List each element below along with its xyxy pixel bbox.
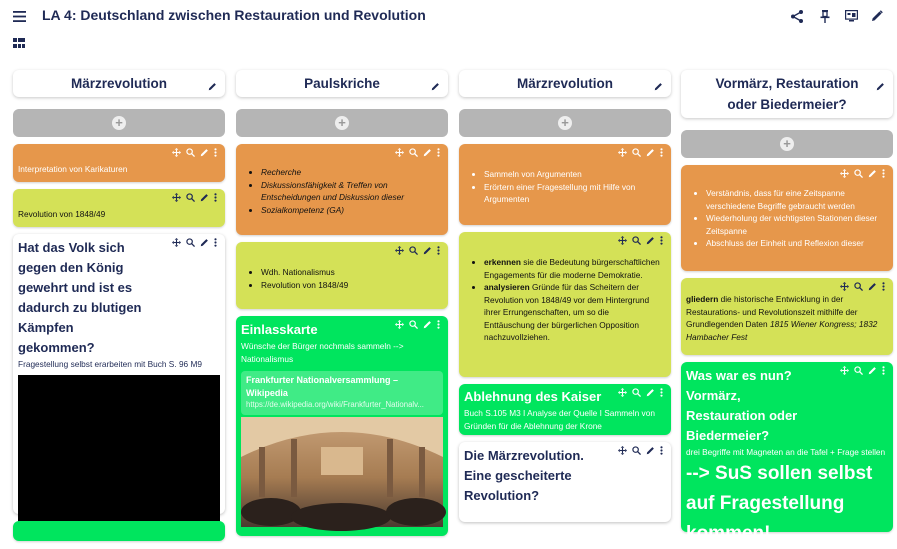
plus-icon: + [558, 116, 572, 130]
zoom-icon[interactable] [632, 148, 641, 157]
embedded-video[interactable] [18, 375, 220, 535]
pin-icon[interactable] [817, 8, 833, 24]
card[interactable] [13, 521, 225, 541]
card-tools [172, 193, 217, 202]
more-icon[interactable] [882, 366, 885, 375]
column-title: Märzrevolution [70, 76, 167, 91]
move-icon[interactable] [840, 366, 849, 375]
card-tools [395, 148, 440, 157]
card-tools [840, 169, 885, 178]
card-text-body: die historische Entwicklung in der Restaurations- und Revolutionszeit mithilfe der Grundlegenden Daten [686, 294, 858, 329]
list-item: • Abschluss der Einheit und Reflexion dieser [706, 237, 888, 250]
share-icon[interactable] [789, 8, 805, 24]
zoom-icon[interactable] [409, 246, 418, 255]
edit-icon[interactable] [868, 169, 877, 178]
card[interactable] [13, 144, 225, 182]
list-item-keyword: analysieren [484, 282, 530, 292]
link-title: Frankfurter Nationalversammlung – Wikipedia [246, 375, 399, 398]
move-icon[interactable] [395, 246, 404, 255]
menu-icon[interactable] [11, 8, 27, 24]
more-icon[interactable] [214, 148, 217, 157]
edit-column-icon[interactable] [654, 76, 663, 97]
list-item: • Sammeln von Argumenten [484, 168, 666, 181]
move-icon[interactable] [840, 282, 849, 291]
card[interactable] [459, 144, 671, 225]
more-icon[interactable] [882, 169, 885, 178]
card-text: drei Begriffe mit Magneten an die Tafel + Frage stellen [686, 447, 886, 457]
edit-icon[interactable] [423, 148, 432, 157]
card-list [686, 187, 888, 250]
more-icon[interactable] [660, 388, 663, 397]
zoom-icon[interactable] [854, 169, 863, 178]
edit-column-icon[interactable] [876, 76, 885, 97]
zoom-icon[interactable] [854, 282, 863, 291]
card-tools [618, 388, 663, 397]
column-header [236, 70, 448, 97]
card-tools [172, 238, 217, 247]
move-icon[interactable] [172, 238, 181, 247]
zoom-icon[interactable] [409, 320, 418, 329]
card-text: Interpretation von Karikaturen [18, 164, 128, 174]
card-keyword: gliedern [686, 294, 719, 304]
zoom-icon[interactable] [632, 446, 641, 455]
list-item [484, 256, 660, 281]
zoom-icon[interactable] [186, 193, 195, 202]
list-item [484, 281, 660, 344]
column-title: Märzrevolution [516, 76, 613, 91]
list-item: • Verständnis, dass für eine Zeitspanne verschiedene Begriffe gebraucht werden [706, 187, 888, 212]
column-2 [236, 70, 448, 525]
edit-icon[interactable] [646, 446, 655, 455]
move-icon[interactable] [172, 193, 181, 202]
edit-icon[interactable] [200, 193, 209, 202]
card-title: Einlasskarte [241, 322, 318, 337]
card-text: Buch S.105 M3 I Analyse der Quelle I Sammeln von Gründen für die Ablehnung der Krone [464, 408, 655, 431]
more-icon[interactable] [437, 246, 440, 255]
move-icon[interactable] [172, 148, 181, 157]
view-icon[interactable] [843, 8, 859, 24]
move-icon[interactable] [618, 236, 627, 245]
card[interactable] [13, 234, 225, 514]
card-tools [618, 446, 663, 455]
card-list [241, 266, 443, 291]
card[interactable] [13, 189, 225, 227]
pencil-icon[interactable] [869, 8, 885, 24]
card[interactable] [236, 316, 448, 536]
zoom-icon[interactable] [632, 388, 641, 397]
zoom-icon[interactable] [186, 238, 195, 247]
column-title: Paulskriche [304, 76, 380, 91]
link-url: https://de.wikipedia.org/wiki/Frankfurter_Nationalv... [246, 400, 424, 409]
add-card-button[interactable] [236, 109, 448, 137]
card-list [464, 256, 660, 344]
link-preview[interactable] [241, 371, 443, 415]
card[interactable] [236, 242, 448, 309]
card-text: Fragestellung selbst erarbeiten mit Buch S. 96 M9 [18, 359, 203, 369]
column-header [681, 70, 893, 118]
card[interactable] [459, 232, 671, 377]
card-title: Was war es nun? Vormärz, Restauration oder Biedermeier? [686, 368, 798, 443]
list-item-text: Gründe für das Scheitern der Revolution von 1848/49 vor dem Hintergrund ihrer Errungenschaften, um so die Enttäuschung der bürgerlichen Opposition nachzuvollziehen. [484, 282, 650, 342]
plus-icon: + [335, 116, 349, 130]
card-tools [172, 148, 217, 157]
more-icon[interactable] [660, 148, 663, 157]
card-highlight: --> SuS sollen selbst auf Fragestellung kommen! [686, 462, 873, 544]
more-icon[interactable] [660, 446, 663, 455]
edit-icon[interactable] [868, 366, 877, 375]
more-icon[interactable] [437, 320, 440, 329]
list-item: • Revolution von 1848/49 [261, 279, 443, 292]
move-icon[interactable] [395, 148, 404, 157]
zoom-icon[interactable] [186, 148, 195, 157]
card[interactable] [236, 144, 448, 235]
edit-icon[interactable] [646, 388, 655, 397]
card[interactable] [459, 442, 671, 522]
card[interactable] [681, 165, 893, 271]
add-card-button[interactable] [13, 109, 225, 137]
edit-column-icon[interactable] [431, 76, 440, 97]
more-icon[interactable] [214, 238, 217, 247]
zoom-icon[interactable] [409, 148, 418, 157]
card-tools [618, 148, 663, 157]
list-item: • Recherche [261, 166, 443, 179]
column-3 [459, 70, 671, 525]
card-text: Wünsche der Bürger nochmals sammeln --> Nationalismus [241, 341, 404, 364]
column-4 [681, 70, 893, 544]
card[interactable] [459, 384, 671, 435]
link-preview-image [241, 417, 443, 527]
edit-column-icon[interactable] [208, 76, 217, 97]
list-item: • Diskussionsfähigkeit & Treffen von Entscheidungen und Diskussion dieser [261, 179, 443, 204]
card-tools [395, 320, 440, 329]
zoom-icon[interactable] [632, 236, 641, 245]
layout-icon[interactable] [12, 36, 26, 50]
more-icon[interactable] [660, 236, 663, 245]
card-text-dates: 1815 Wiener Kongress; 1832 Hambacher Fest [686, 319, 878, 342]
card-text: Revolution von 1848/49 [18, 209, 106, 219]
card-tools [840, 282, 885, 291]
list-item: • Wiederholung der wichtigsten Stationen dieser Zeitspanne [706, 212, 888, 237]
move-icon[interactable] [618, 446, 627, 455]
list-item: • Wdh. Nationalismus [261, 266, 443, 279]
edit-icon[interactable] [200, 238, 209, 247]
edit-icon[interactable] [646, 236, 655, 245]
page-title: LA 4: Deutschland zwischen Restauration und Revolution [42, 7, 426, 23]
list-item-keyword: erkennen [484, 257, 521, 267]
card-title: Ablehnung des Kaiser [464, 389, 602, 404]
more-icon[interactable] [214, 193, 217, 202]
add-card-button[interactable] [681, 130, 893, 158]
move-icon[interactable] [840, 169, 849, 178]
edit-icon[interactable] [423, 320, 432, 329]
plus-icon: + [780, 137, 794, 151]
card-title: Die Märzrevolution. Eine gescheiterte Revolution? [464, 448, 584, 503]
column-header [459, 70, 671, 97]
edit-icon[interactable] [868, 282, 877, 291]
card[interactable] [681, 362, 893, 544]
column-1 [13, 70, 225, 525]
list-item: • Sozialkompetenz (GA) [261, 204, 443, 217]
more-icon[interactable] [882, 282, 885, 291]
card-tools [840, 366, 885, 375]
add-card-button[interactable] [459, 109, 671, 137]
more-icon[interactable] [437, 148, 440, 157]
card-tools [395, 246, 440, 255]
card-list [241, 166, 443, 216]
card-list [464, 168, 666, 206]
move-icon[interactable] [618, 148, 627, 157]
edit-icon[interactable] [423, 246, 432, 255]
top-bar [0, 0, 897, 60]
list-item: • Erörtern einer Fragestellung mit Hilfe von Argumenten [484, 181, 666, 206]
card-title: Hat das Volk sich gegen den König gewehrt und ist es dadurch zu blutigen Kämpfen gekommen? [18, 240, 142, 355]
card-text [686, 293, 888, 343]
card-tools [618, 236, 663, 245]
plus-icon: + [112, 116, 126, 130]
move-icon[interactable] [618, 388, 627, 397]
move-icon[interactable] [395, 320, 404, 329]
card[interactable] [681, 278, 893, 355]
list-item-text: sie die Bedeutung bürgerschaftlichen Engagements für die moderne Demokratie. [484, 257, 660, 280]
edit-icon[interactable] [200, 148, 209, 157]
edit-icon[interactable] [646, 148, 655, 157]
column-header [13, 70, 225, 97]
zoom-icon[interactable] [854, 366, 863, 375]
column-title: Vormärz, Restauration oder Biedermeier? [715, 76, 859, 112]
